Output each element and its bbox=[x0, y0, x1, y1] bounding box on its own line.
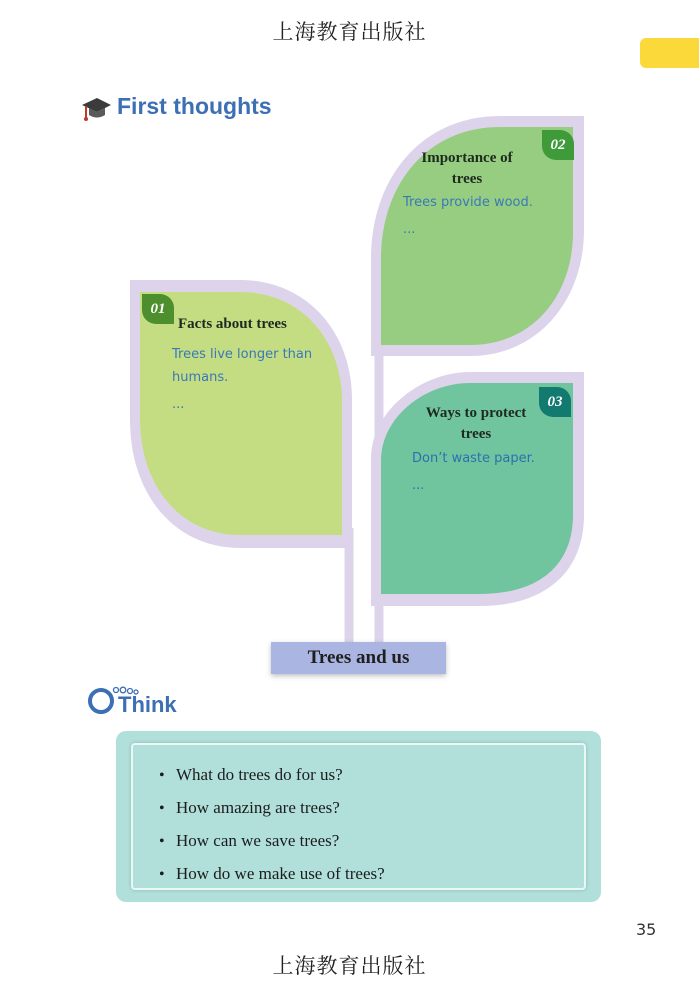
leaf-03-line-2: ... bbox=[412, 478, 425, 493]
think-question bbox=[159, 792, 584, 825]
think-question-text: How can we save trees? bbox=[176, 831, 340, 850]
first-thoughts-heading: First thoughts bbox=[117, 93, 272, 119]
leaf-02-line-2: ... bbox=[403, 222, 416, 237]
leaf-03-line-1: Don’t waste paper. bbox=[412, 451, 535, 466]
leaf-02-heading-line-1: Importance of bbox=[421, 150, 513, 166]
trees-and-us-label: Trees and us bbox=[271, 642, 446, 674]
leaf-01-line-3: ... bbox=[172, 397, 185, 412]
think-question bbox=[159, 825, 584, 858]
leaf-01-heading: Facts about trees bbox=[178, 316, 287, 332]
think-questions-panel bbox=[131, 743, 586, 890]
leaf-02-heading-line-2: trees bbox=[451, 171, 483, 187]
leaf-01-line-1: Trees live longer than bbox=[172, 347, 313, 362]
think-question-text: How do we make use of trees? bbox=[176, 864, 385, 883]
publisher-footer: 上海教育出版社 bbox=[272, 954, 427, 978]
leaf-03-number-badge: 03 bbox=[539, 387, 571, 417]
leaf-01-number-badge: 01 bbox=[142, 294, 174, 324]
think-question-list bbox=[133, 745, 584, 891]
leaf-02-line-1: Trees provide wood. bbox=[403, 195, 533, 210]
page-number: 35 bbox=[636, 920, 657, 939]
bullet-icon: • bbox=[159, 833, 165, 850]
bullet-icon: • bbox=[159, 800, 165, 817]
think-question-text: What do trees do for us? bbox=[176, 765, 343, 784]
think-box bbox=[116, 731, 601, 902]
think-heading: Think bbox=[118, 692, 177, 717]
leaf-03-heading-line-2: trees bbox=[460, 426, 492, 442]
leaf-03-heading-line-1: Ways to protect bbox=[425, 405, 527, 421]
think-question bbox=[159, 858, 584, 891]
bullet-icon: • bbox=[159, 866, 165, 883]
publisher-header: 上海教育出版社 bbox=[272, 20, 427, 44]
bullet-icon: • bbox=[159, 767, 165, 784]
think-question-text: How amazing are trees? bbox=[176, 798, 340, 817]
leaf-01-line-2: humans. bbox=[172, 370, 229, 385]
think-question bbox=[159, 759, 584, 792]
leaf-02-number-badge: 02 bbox=[542, 130, 574, 160]
